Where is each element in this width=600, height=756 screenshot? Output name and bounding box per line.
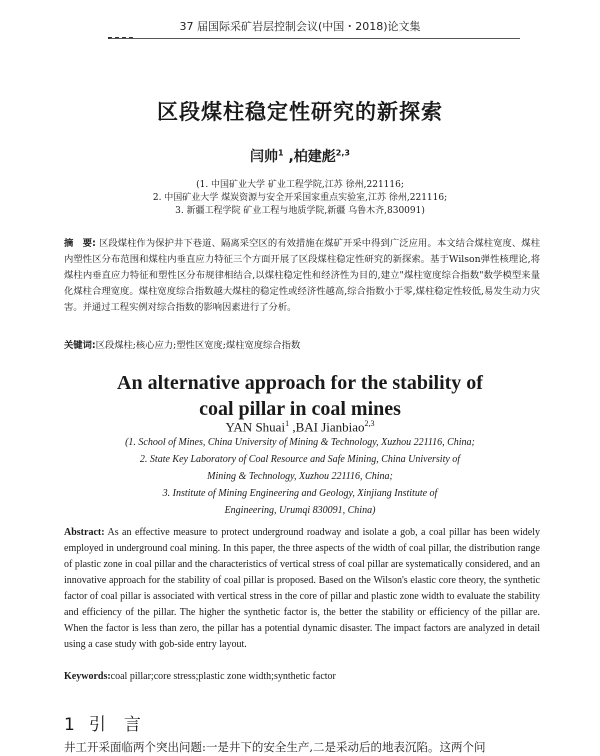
chinese-affiliations — [0, 179, 600, 218]
chinese-keywords-text: 区段煤柱;核心应力;塑性区宽度;煤柱宽度综合指数 — [95, 340, 301, 351]
chinese-abstract-label: 摘 要: — [64, 238, 96, 249]
body-paragraph-first-line: 井工开采面临两个突出问题:一是井下的安全生产,二是采动后的地表沉陷。这两个问 — [64, 740, 486, 754]
english-affiliation-line: 3. Institute of Mining Engineering and Geology, Xinjiang Institute of — [162, 488, 438, 499]
english-title — [0, 370, 600, 422]
section-title: 引言 — [88, 715, 159, 735]
running-header: 37 届国际采矿岩层控制会议(中国・2018)论文集 — [179, 20, 421, 33]
english-affiliation-line: Engineering, Urumqi 830091, China) — [224, 505, 376, 516]
header-rule — [110, 38, 520, 39]
chinese-keywords — [64, 337, 540, 351]
english-keywords-label: Keywords: — [64, 671, 111, 682]
chinese-affiliation-line: 3. 新疆工程学院 矿业工程与地质学院,新疆 乌鲁木齐,830091) — [175, 206, 425, 216]
section-heading — [64, 710, 159, 735]
section-number: 1 — [64, 715, 75, 735]
english-title-line: coal pillar in coal mines — [199, 398, 401, 420]
chinese-author-1-affil: 1 — [278, 148, 284, 158]
chinese-author-1: 闫帅 — [250, 149, 279, 165]
english-author-2-affil: 2,3 — [364, 419, 375, 428]
english-affiliations — [0, 434, 600, 519]
english-author-separator: , — [289, 419, 296, 435]
chinese-author-2: 柏建彪 — [293, 149, 336, 165]
english-affiliation-line: (1. School of Mines, China University of Mining & Technology, Xuzhou 221116, China; — [125, 437, 475, 448]
english-abstract — [64, 525, 540, 653]
english-keywords-text: coal pillar;core stress;plastic zone width;synthetic factor — [110, 671, 336, 682]
chinese-abstract-text: 区段煤柱作为保护井下巷道、隔离采空区的有效措施在煤矿开采中得到广泛应用。本文结合煤柱宽度、煤柱内塑性区分布范围和煤柱内垂直应力特征三个方面开展了区段煤柱稳定性研究的新探索。基于Wilson弹性核理论,将煤柱内垂直应力特征和塑性区分布规律相结合,以煤柱稳定性和经济性为目的,建立"煤柱宽度综合指数"数学模型来量化煤柱合理宽度。煤柱宽度综合指数越大煤柱的稳定性或经济性越高,综合指数小于零,煤柱稳定性较低,易发生动力灾害。并通过工程实例对综合指数的影响因素进行了分析。 — [64, 238, 540, 313]
english-affiliation-line: 2. State Key Laboratory of Coal Resource and Safe Mining, China University of — [139, 454, 461, 465]
english-keywords — [64, 671, 540, 682]
english-author-1: YAN Shuai — [225, 419, 286, 435]
english-author-2: BAI Jianbiao — [295, 419, 365, 435]
english-abstract-label: Abstract: — [64, 527, 105, 538]
english-affiliation-line: Mining & Technology, Xuzhou 221116, China; — [207, 471, 393, 482]
chinese-abstract — [64, 236, 540, 316]
chinese-author-2-affil: 2,3 — [335, 148, 350, 158]
chinese-title: 区段煤柱稳定性研究的新探索 — [157, 100, 443, 124]
chinese-author-separator: , — [283, 149, 294, 165]
english-authors — [0, 419, 600, 435]
english-author-1-affil: 1 — [285, 419, 290, 428]
chinese-keywords-label: 关键词: — [64, 340, 96, 351]
english-abstract-text: As an effective measure to protect underground roadway and isolate a gob, a coal pillar has been widely employed in underground coal mining. In this paper, the three aspects of the width of coal pillar, the distribution range of plastic zone in coal pillar and the characteristics of vertical stress of coal pillar are systematically considered, and an innovative approach for the stability of coal pillar is proposed. Based on the Wilson's elastic core theory, the synthetic factor of coal pillar is associated with vertical stress in the core of pillar and plastic zone width to evaluate the stability and efficiency of the pillar. The higher the synthetic factor is, the better the stability or efficiency of the pillar are. When the factor is less than zero, the pillar has a potential dynamic disaster. The impact factors are analyzed in detail using a case study with gob-side entry layout. — [64, 527, 540, 650]
english-title-line: An alternative approach for the stability of — [117, 372, 483, 394]
chinese-affiliation-line: (1. 中国矿业大学 矿业工程学院,江苏 徐州,221116; — [196, 180, 404, 190]
chinese-affiliation-line: 2. 中国矿业大学 煤炭资源与安全开采国家重点实验室,江苏 徐州,221116; — [152, 193, 448, 203]
chinese-authors — [0, 146, 600, 166]
